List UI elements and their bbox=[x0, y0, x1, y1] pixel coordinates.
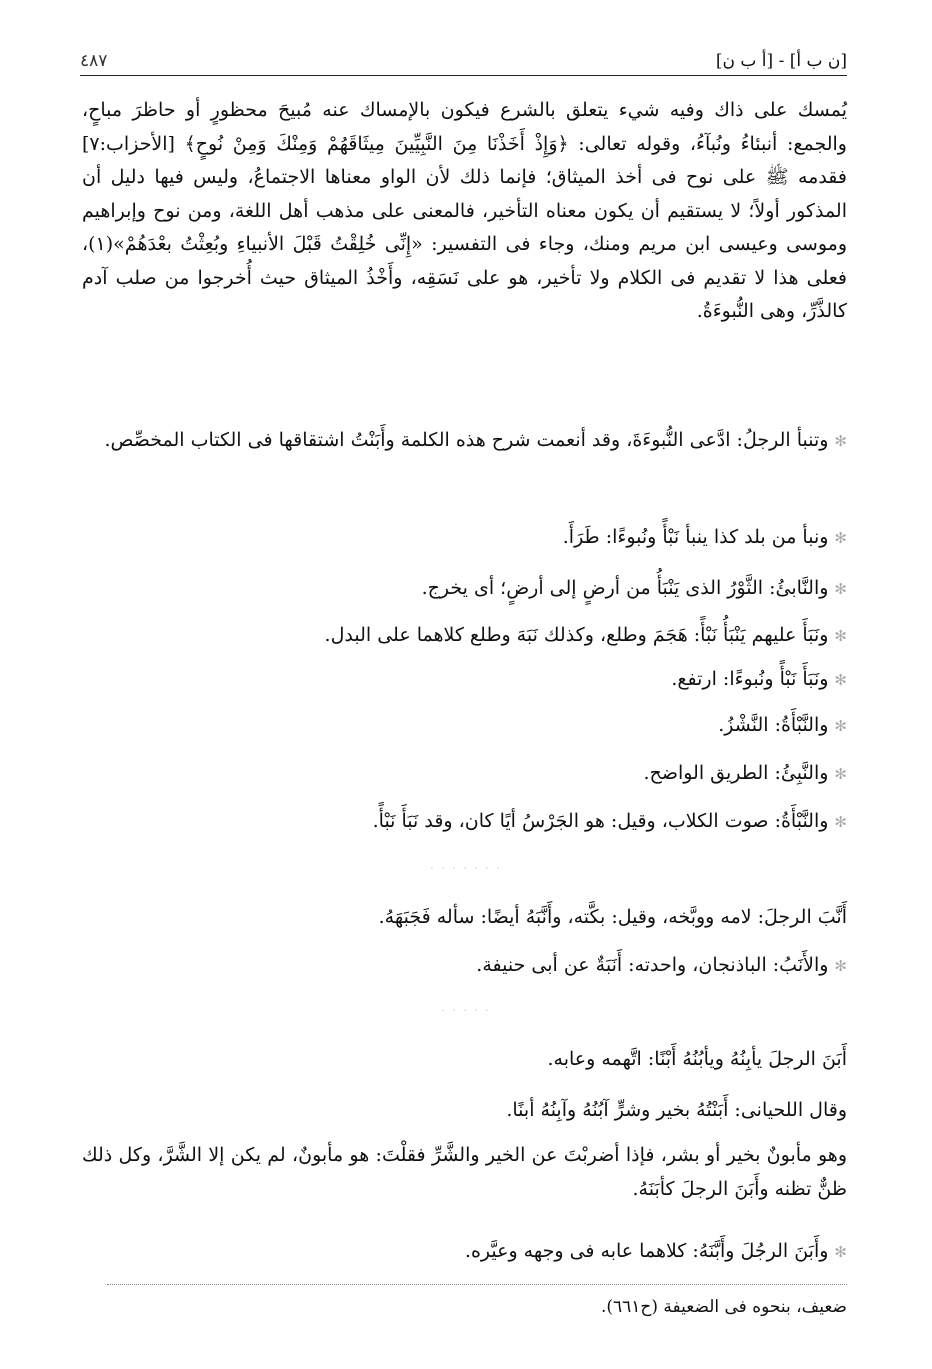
entry-star-icon: ✻ bbox=[834, 580, 847, 598]
entry-5: ✻والنَّبْأَةُ: النَّشْزُ. bbox=[718, 714, 847, 736]
entry-abn-3: وهو مأبونٌ بخير أو بشر، فإذا أضربْتَ عن الخير والشَّرِّ فقلْتَ: هو مأبونٌ، لم يكن إلا الشَّرَّ، وكل ذلك ظنٌّ تظنه وأَبَنَ الرجلَ كأبَنَهُ. bbox=[82, 1144, 847, 1200]
entry-abn-2: وقال اللحيانى: أَبَنْتُهُ بخير وشرٍّ آبُنُهُ وآبِنُهُ أبنًا. bbox=[506, 1099, 847, 1121]
entry-star-icon: ✻ bbox=[834, 1243, 847, 1261]
section-separator-ornament: · · · · · bbox=[441, 1004, 491, 1017]
entry-6: ✻والنَّبِئُ: الطريق الواضح. bbox=[643, 762, 847, 784]
entry-star-icon: ✻ bbox=[834, 957, 847, 975]
entry-abn-4: ✻وأَبَنَ الرجُلَ وأَبَّنَهُ: كلاهما عابه فى وجهه وعيَّره. bbox=[464, 1240, 847, 1262]
entry-star-icon: ✻ bbox=[834, 813, 847, 831]
entry-star-icon: ✻ bbox=[834, 717, 847, 735]
entry-star-icon: ✻ bbox=[834, 529, 847, 547]
entry-abn-1: أَبَنَ الرجلَ يأبِنُهُ ويأبُنُهُ أَبْنًا: اتَّهمه وعابه. bbox=[547, 1048, 847, 1070]
entry-star-icon: ✻ bbox=[834, 671, 847, 689]
root-title: [ن ب أ] - [أ ب ن] bbox=[715, 51, 847, 71]
footnote-divider bbox=[107, 1284, 847, 1285]
page-number: ٤٨٧ bbox=[80, 51, 108, 71]
entry-1: ✻ونبأ من بلد كذا ينبأ نَبْأً ونُبوءًا: طَرَأَ. bbox=[562, 526, 847, 548]
entry-4: ✻ونَبَأَ نَبْأً ونُبوءًا: ارتفع. bbox=[671, 668, 847, 690]
entry-star-icon: ✻ bbox=[834, 765, 847, 783]
entry-3: ✻ونَبَأَ عليهم يَنْبَأُ نَبْأً: هَجَمَ وطلع، وكذلك نَبَهَ وطلع كلاهما على البدل. bbox=[324, 624, 847, 646]
section-separator-ornament: · · · · · · · bbox=[430, 862, 502, 875]
paragraph-1: يُمسك على ذاك وفيه شيء يتعلق بالشرع فيكون بالإمساك عنه مُبيحَ محظورٍ أو حاظرَ مباحٍ، والجمع: أنبئاءُ ونُبآءُ، وقوله تعالى: ﴿وَإِذْ أَخَذْنَا مِنَ النَّبِيِّينَ مِيثَاقَهُمْ وَمِنْكَ وَمِنْ نُوحٍ﴾ [الأحزاب:٧] فقدمه ﷺ على نوح فى أخذ الميثاق؛ فإنما ذلك لأن الواو معناها الاجتماعُ، وليس فيها دليل أن المذكور أولاً؛ لا يستقيم أن يكون معناه التأخير، فالمعنى على مذهب أهل اللغة، ومن نوح وإبراهيم وموسى وعيسى ابن مريم ومنك، وجاء فى التفسير: «إِنِّى خُلِقْتُ قَبْلَ الأنبياءِ وبُعِثْتُ بعْدَهُمْ»(١)، فعلى هذا لا تقديم فى الكلام ولا تأخير، هو على نَسَقِه، وأَخْذُ الميثاق حيث أُخرجوا من صلب آدم كالذَّرِّ، وهى النُّبوءَةُ. bbox=[82, 99, 847, 322]
footnote: ضعيف، بنحوه فى الضعيفة (ح٦٦١). bbox=[600, 1297, 847, 1317]
entry-star-icon: ✻ bbox=[834, 432, 847, 450]
entry-2: ✻والنَّابئُ: الثَّوْرُ الذى يَنْبَأُ من أرضٍ إلى أرضٍ؛ أى يخرج. bbox=[421, 577, 847, 599]
entry-star-icon: ✻ bbox=[834, 627, 847, 645]
page-header bbox=[80, 40, 847, 76]
paragraph-2: ✻وتنبأ الرجلُ: ادَّعى النُّبوءَةَ، وقد أنعمت شرح هذه الكلمة وأَبَنْتُ اشتقاقها فى الكتاب المخصِّص. bbox=[104, 429, 847, 451]
entry-7: ✻والنَّبْأَةُ: صوت الكلاب، وقيل: هو الجَرْسُ أيًا كان، وقد نَبَأَ نَبْأً. bbox=[372, 810, 847, 832]
entry-anb-2: ✻والأَنَبُ: الباذنجان، واحدته: أَنَبَةٌ عن أبى حنيفة. bbox=[476, 954, 847, 976]
entry-anb-1: أَنَّبَ الرجلَ: لامه ووبَّخه، وقيل: بكَّته، وأَنَّبَهُ أيضًا: سأله فَجَبَهَهُ. bbox=[378, 906, 847, 928]
